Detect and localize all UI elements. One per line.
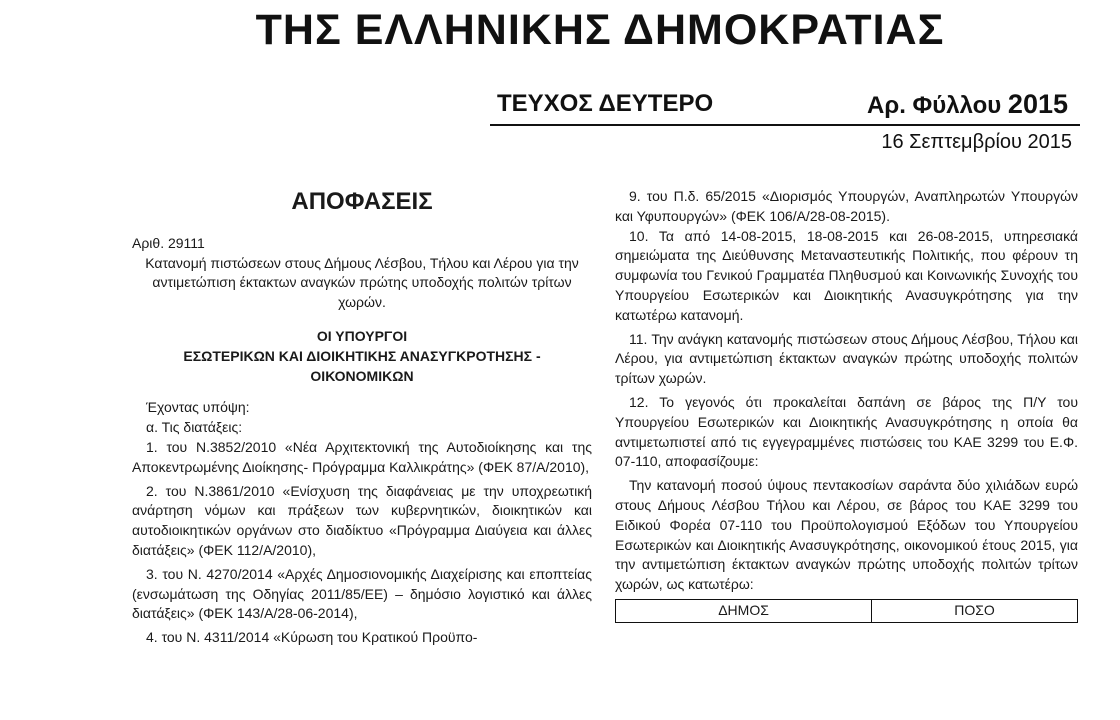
distribution-table (615, 599, 1078, 623)
ministers-heading (132, 327, 592, 386)
issue-label: ΤΕΥΧΟΣ ΔΕΥΤΕΡΟ (497, 90, 714, 117)
sheet-number (867, 89, 1068, 120)
gazette-title: ΤΗΣ ΕΛΛΗΝΙΚΗΣ ΔΗΜΟΚΡΑΤΙΑΣ (255, 6, 945, 54)
decision-number: Αριθ. 29111 (132, 234, 205, 251)
header-rule (490, 124, 1080, 126)
table-header-amount: ΠΟΣΟ (872, 599, 1078, 622)
provision-item-9: 9. του Π.δ. 65/2015 «Διορισμός Υπουργών, Αναπληρωτών Υπουργών και Υφυπουργών» (ΦΕΚ 106/Α/28-08-2015). (615, 188, 1078, 224)
ministers-line-1: ΟΙ ΥΠΟΥΡΓΟΙ (316, 327, 408, 344)
ministers-line-3: ΟΙΚΟΝΟΜΙΚΩΝ (310, 367, 414, 384)
sheet-label: Αρ. Φύλλου (867, 92, 1002, 119)
provision-item-12: 12. Το γεγονός ότι προκαλείται δαπάνη σε βάρος της Π/Υ του Υπουργείου Εσωτερικών και Διοικητικής Ανασυγκρότησης η οποία θα αντιμετωπιστεί από τις εγγεγραμμένες πιστώσεις του ΚΑΕ 3299 του Ε.Φ. 07-110, αποφασίζουμε: (615, 393, 1078, 470)
provisions-line: α. Τις διατάξεις: (146, 419, 243, 436)
provision-item-1: 1. του Ν.3852/2010 «Νέα Αρχιτεκτονική της Αυτοδιοίκησης και της Αποκεντρωμένης Διοίκησης- Πρόγραμμα Καλλικράτης» (ΦΕΚ 87/Α/2010), (132, 438, 592, 475)
provision-item-2: 2. του Ν.3861/2010 «Ενίσχυση της διαφάνειας με την υποχρεωτική ανάρτηση νόμων και πράξεων των κυβερνητικών, διοικητικών και αυτοδιοικητικών οργάνων στο διαδίκτυο «Πρόγραμμα Διαύγεια και άλλες διατάξεις» (ΦΕΚ 112/Α/2010), (132, 482, 592, 558)
decision-subject: Κατανομή πιστώσεων στους Δήμους Λέσβου, Τήλου και Λέρου για την αντιμετώπιση έκτακτων αναγκών πρώτης υποδοχής πολιτών τρίτων χωρών. (145, 254, 579, 311)
right-column (615, 187, 1078, 623)
sheet-number-value: 2015 (1007, 89, 1068, 119)
decision-text: Την κατανομή ποσού ύψους πεντακοσίων σαράντα δύο χιλιάδων ευρώ στους Δήμους Λέσβου Τήλου και Λέρου, σε βάρος του ΚΑΕ 3299 του Ειδικού Φορέα 07-110 του Προϋπολογισμού Εξόδων του Υπουργείου Εσωτερικών και Διοικητικής Ανασυγκρότησης, οικονομικού έτους 2015, για την αντιμετώπιση έκτακτων αναγκών πρώτης υποδοχής πολιτών τρίτων χωρών, ως κατωτέρω: (615, 477, 1078, 593)
ministers-line-2: ΕΣΩΤΕΡΙΚΩΝ ΚΑΙ ΔΙΟΙΚΗΤΙΚΗΣ ΑΝΑΣΥΓΚΡΟΤΗΣΗΣ - (183, 347, 541, 364)
provision-item-10: 10. Τα από 14-08-2015, 18-08-2015 και 26-08-2015, υπηρεσιακά σημειώματα της Διεύθυνσης Μεταναστευτικής Πολιτικής, που φέρουν τη συμφωνία του Γενικού Γραμματέα Πληθυσμού και Κοινωνικής Συνοχής του Υπουργείου Εσωτερικών και Διοικητικής Ανασυγκρότησης για την κατωτέρω κατανομή. (615, 227, 1078, 323)
provision-item-11: 11. Την ανάγκη κατανομής πιστώσεων στους Δήμους Λέσβου, Τήλου και Λέρου, για αντιμετώπιση έκτακτων αναγκών πρώτης υποδοχής πολιτών τρίτων χωρών. (615, 330, 1078, 387)
section-title: ΑΠΟΦΑΣΕΙΣ (291, 188, 433, 215)
issue-date: 16 Σεπτεμβρίου 2015 (881, 131, 1072, 153)
provision-item-3: 3. του Ν. 4270/2014 «Αρχές Δημοσιονομικής Διαχείρισης και εποπτείας (ενσωμάτωση της Οδηγίας 2011/85/ΕΕ) – δημόσιο λογιστικό και άλλες διατάξεις» (ΦΕΚ 143/Α/28-06-2014), (132, 565, 592, 622)
provision-item-4: 4. του Ν. 4311/2014 «Κύρωση του Κρατικού Προϋπο- (146, 629, 478, 646)
table-header-row (616, 599, 1078, 622)
left-column (132, 184, 592, 648)
considering-line: Έχοντας υπόψη: (146, 399, 250, 416)
table-header-municipality: ΔΗΜΟΣ (616, 599, 872, 622)
